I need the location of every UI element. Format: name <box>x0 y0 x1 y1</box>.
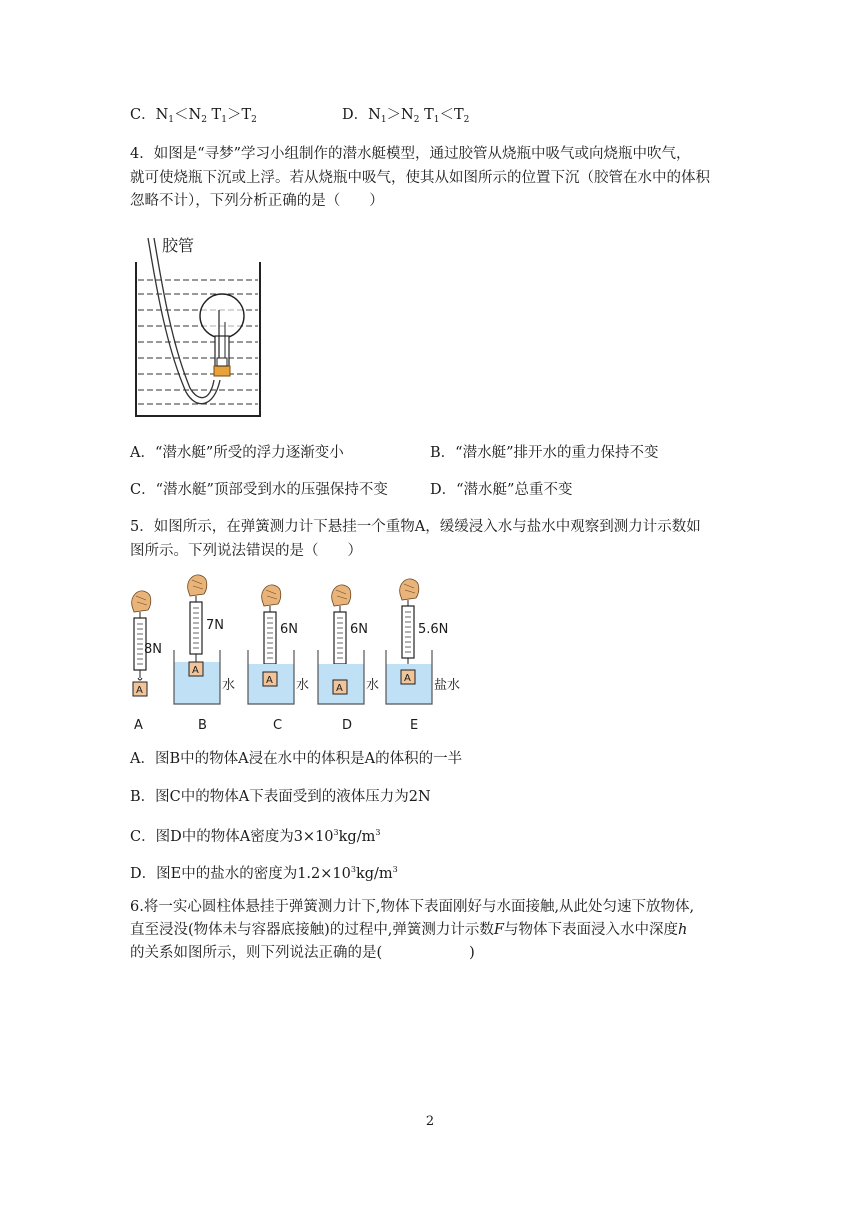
q6-stem-line-1: 6.将一实心圆柱体悬挂于弹簧测力计下,物体下表面刚好与水面接触,从此处匀速下放物体, <box>130 899 695 915</box>
q4-option-d: D．“潜水艇”总重不变 <box>430 482 573 498</box>
q3-option-d: D．$N_1>N_2$ $T_1<T_2$ <box>342 107 470 125</box>
block-a: A <box>136 685 143 696</box>
q4-option-b: B．“潜水艇”排开水的重力保持不变 <box>430 445 659 461</box>
liquid-e: 盐水 <box>434 678 461 693</box>
panel-letter-b: B <box>198 718 207 733</box>
panel-letter-d: D <box>342 718 353 733</box>
reading-e: 5.6N <box>418 622 449 637</box>
q4-stem-line-2: 就可使烧瓶下沉或上浮。若从烧瓶中吸气，使其从如图所示的位置下沉（胶管在水中的体积 <box>130 170 710 186</box>
page-number: 2 <box>425 1114 435 1129</box>
reading-a: 8N <box>144 642 162 657</box>
panel-b <box>174 575 220 704</box>
q5-option-a: A．图B中的物体A浸在水中的体积是A的体积的一半 <box>130 751 463 767</box>
q5-option-d: D．图E中的盐水的密度为$1.2\times 10^3kg/m^3$ <box>130 865 398 882</box>
q5-stem-line-2: 图所示。下列说法错误的是（ ） <box>130 543 362 559</box>
q5-option-c: C．图D中的物体A密度为$3\times 10^3kg/m^3$ <box>130 828 381 845</box>
block-c: A <box>266 675 273 686</box>
q5-option-b: B．图C中的物体A下表面受到的液体压力为2N <box>130 789 431 805</box>
block-d: A <box>336 683 343 694</box>
reading-b: 7N <box>206 618 224 633</box>
reading-d: 6N <box>350 622 368 637</box>
submarine-model-figure <box>134 232 264 422</box>
reading-c: 6N <box>280 622 298 637</box>
panel-letter-e: E <box>410 718 419 733</box>
tube-label: 胶管 <box>162 236 195 255</box>
q4-stem-line-3: 忽略不计），下列分析正确的是（ ） <box>130 193 384 209</box>
liquid-b: 水 <box>222 678 236 693</box>
spring-scale-figure <box>118 574 478 734</box>
q4-option-a: A．“潜水艇”所受的浮力逐渐变小 <box>130 445 344 461</box>
q4-stem-line-1: 4．如图是“寻梦”学习小组制作的潜水艇模型，通过胶管从烧瓶中吸气或向烧瓶中吹气， <box>130 146 691 162</box>
q5-stem-line-1: 5．如图所示，在弹簧测力计下悬挂一个重物A，缓缓浸入水与盐水中观察到测力计示数如 <box>130 519 701 535</box>
block-e: A <box>404 673 411 684</box>
panel-letter-c: C <box>273 718 283 733</box>
spring-scale-drawing <box>118 574 478 734</box>
q6-stem-line-2: 直至浸没(物体未与容器底接触)的过程中,弹簧测力计示数F与物体下表面浸入水中深度h <box>130 922 688 938</box>
liquid-d: 水 <box>366 678 380 693</box>
q4-option-c: C．“潜水艇”顶部受到水的压强保持不变 <box>130 482 388 498</box>
panel-letter-a: A <box>134 718 143 733</box>
liquid-c: 水 <box>296 678 310 693</box>
q3-option-c: C．$N_1<N_2$ $T_1>T_2$ <box>130 107 257 125</box>
block-b: A <box>192 665 199 676</box>
q6-stem-line-3: 的关系如图所示，则下列说法正确的是( ) <box>130 945 475 961</box>
